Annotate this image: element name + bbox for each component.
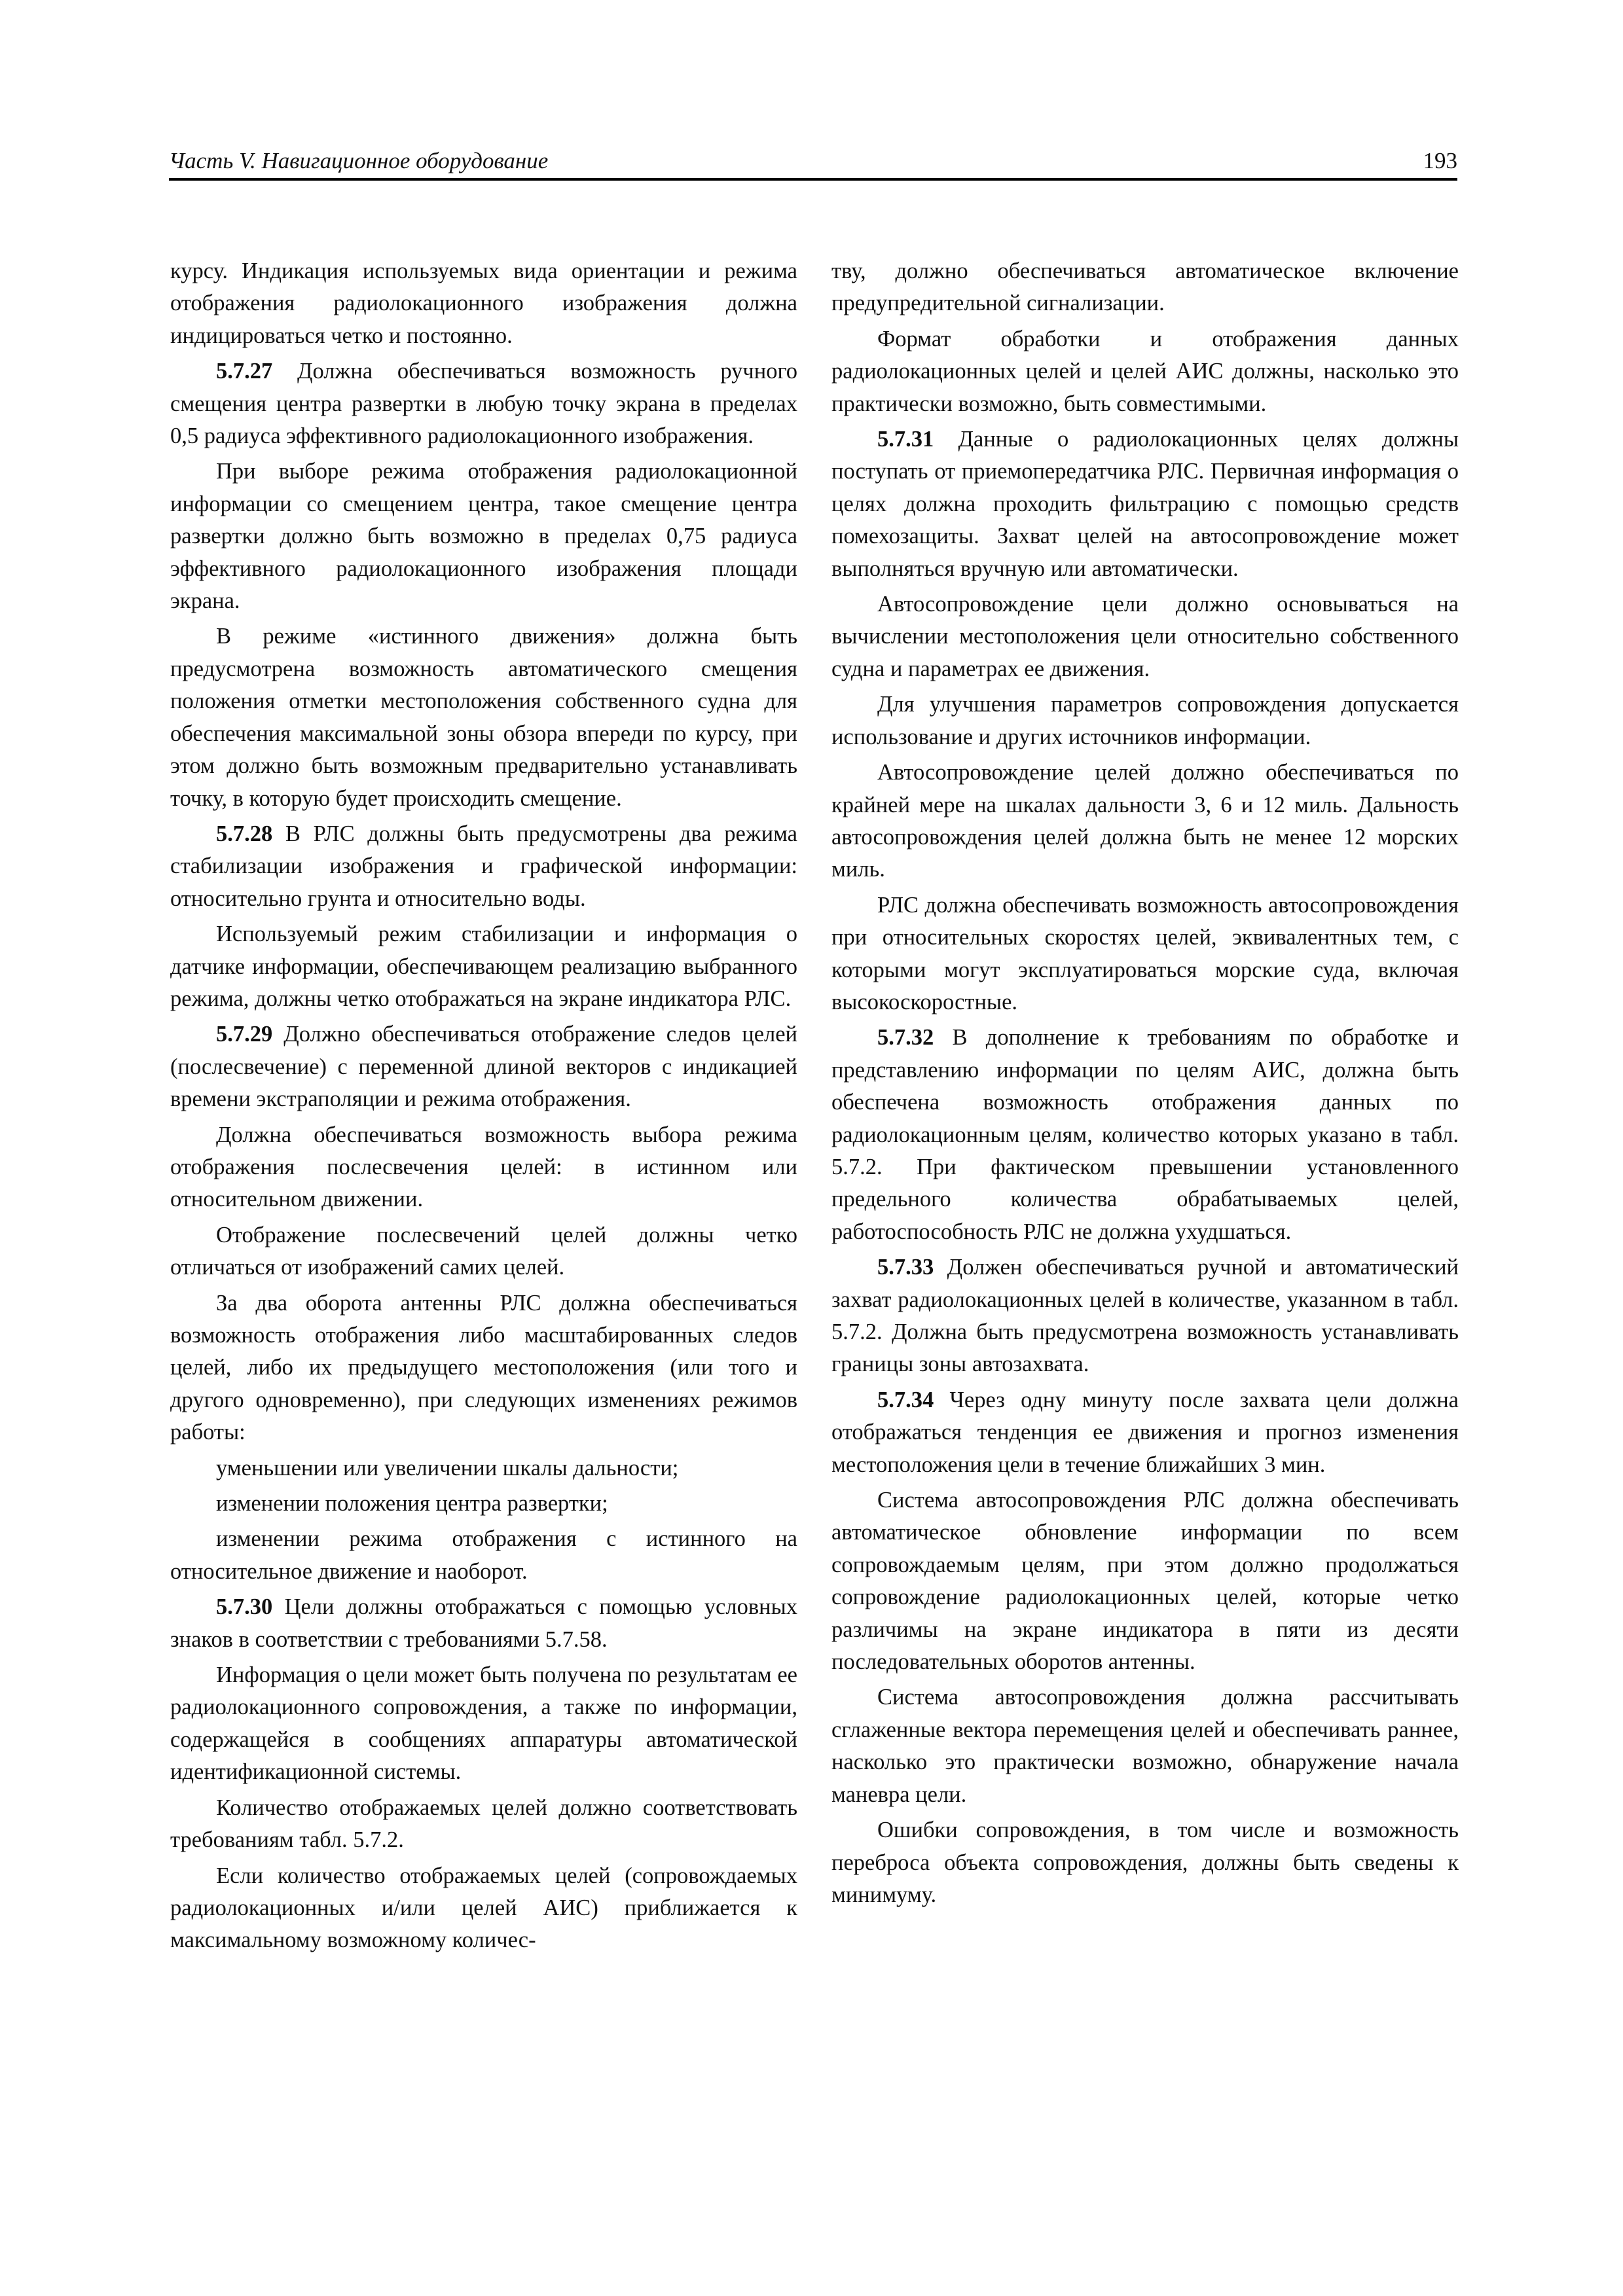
paragraph: Отображение послесвечений целей должны четко отличаться от изображений самих целей. bbox=[170, 1222, 797, 1280]
page-number: 193 bbox=[1423, 148, 1457, 173]
section-number: 5.7.34 bbox=[877, 1387, 934, 1412]
paragraph: За два оборота антенны РЛС должна обеспечиваться возможность отображения либо масштабированных следов целей, либо их предыдущего местоположения (или того и другого одновременно), при следующих изменениях режимов работы: bbox=[170, 1290, 797, 1445]
section-number: 5.7.29 bbox=[216, 1022, 273, 1047]
paragraph: Должна обеспечиваться возможность выбора режима отображения послесвечения целей: в истинном или относительном движении. bbox=[170, 1122, 797, 1212]
section-text: Должна обеспечиваться возможность ручного смещения центра развертки в любую точку экрана в пределах 0,5 радиуса эффективного радиолокационного изображения. bbox=[170, 359, 797, 449]
section-paragraph bbox=[170, 818, 797, 915]
section-paragraph bbox=[170, 1018, 797, 1115]
list-item: уменьшении или увеличении шкалы дальности; bbox=[216, 1455, 679, 1480]
left-column bbox=[170, 255, 797, 2088]
section-text: В РЛС должны быть предусмотрены два режима стабилизации изображения и графической информации: относительно грунта и относительно воды. bbox=[170, 821, 797, 911]
paragraph: Система автосопровождения должна рассчитывать сглаженные вектора перемещения целей и обеспечивать раннее, насколько это практически возможно, обнаружение начала маневра цели. bbox=[831, 1685, 1459, 1807]
paragraph: Формат обработки и отображения данных радиолокационных целей и целей АИС должны, насколько это практически возможно, быть совместимыми. bbox=[831, 326, 1459, 416]
section-paragraph bbox=[831, 423, 1459, 585]
paragraph: курсу. Индикация используемых вида ориентации и режима отображения радиолокационного изображения должна индицироваться четко и постоянно. bbox=[170, 259, 797, 348]
paragraph: Информация о цели может быть получена по результатам ее радиолокационного сопровождения, а также по информации, содержащейся в сообщениях аппаратуры автоматической идентификационной системы. bbox=[170, 1662, 797, 1785]
paragraph: При выборе режима отображения радиолокационной информации со смещением центра, такое смещение центра развертки должно быть возможно в пределах 0,75 радиуса эффективного радиолокационного изображения площади экрана. bbox=[170, 459, 797, 614]
section-text: В дополнение к требованиям по обработке и представлению информации по целям АИС, должна быть обеспечена возможность отображения данных по радиолокационным целям, количество которых указано в табл. 5.7.2. При фактическом превышении установленного предельного количества обрабатываемых целей, работоспособность РЛС не должна ухудшаться. bbox=[831, 1025, 1459, 1244]
section-number: 5.7.31 bbox=[877, 427, 934, 452]
paragraph: Количество отображаемых целей должно соответствовать требованиям табл. 5.7.2. bbox=[170, 1795, 797, 1853]
paragraph: Автосопровождение целей должно обеспечиваться по крайней мере на шкалах дальности 3, 6 и 12 миль. Дальность автосопровождения целей должна быть не менее 12 морских миль. bbox=[831, 760, 1459, 882]
paragraph: РЛС должна обеспечивать возможность автосопровождения при относительных скоростях целей, эквивалентных тем, с которыми могут эксплуатироваться морские суда, включая высокоскоростные. bbox=[831, 892, 1459, 1014]
page-header bbox=[169, 145, 1457, 181]
section-paragraph bbox=[170, 355, 797, 452]
paragraph: Используемый режим стабилизации и информация о датчике информации, обеспечивающем реализацию выбранного режима, должны четко отображаться на экране индикатора РЛС. bbox=[170, 922, 797, 1011]
list-item: изменении режима отображения с истинного на относительное движение и наоборот. bbox=[170, 1526, 797, 1584]
paragraph: тву, должно обеспечиваться автоматическое включение предупредительной сигнализации. bbox=[831, 259, 1459, 316]
section-text: Должен обеспечиваться ручной и автоматический захват радиолокационных целей в количестве, указанном в табл. 5.7.2. Должна быть предусмотрена возможность устанавливать границы зоны автозахвата. bbox=[831, 1255, 1459, 1377]
section-text: Цели должны отображаться с помощью условных знаков в соответствии с требованиями 5.7.58. bbox=[170, 1594, 797, 1652]
section-number: 5.7.32 bbox=[877, 1025, 934, 1050]
paragraph: Автосопровождение цели должно основываться на вычислении местоположения цели относительно собственного судна и параметрах ее движения. bbox=[831, 592, 1459, 681]
paragraph: Ошибки сопровождения, в том числе и возможность переброса объекта сопровождения, должны быть сведены к минимуму. bbox=[831, 1818, 1459, 1907]
paragraph: Для улучшения параметров сопровождения допускается использование и других источников информации. bbox=[831, 692, 1459, 749]
running-title: Часть V. Навигационное оборудование bbox=[169, 148, 549, 173]
section-number: 5.7.30 bbox=[216, 1594, 273, 1620]
section-paragraph bbox=[831, 1251, 1459, 1381]
paragraph: Система автосопровождения РЛС должна обеспечивать автоматическое обновление информации по всем сопровождаемым целям, при этом должно продолжаться сопровождение радиолокационных целей, которые четко различимы на экране индикатора в пяти из десяти последовательных оборотов антенны. bbox=[831, 1488, 1459, 1675]
section-number: 5.7.28 bbox=[216, 821, 273, 846]
section-paragraph bbox=[831, 1384, 1459, 1481]
paragraph: В режиме «истинного движения» должна быть предусмотрена возможность автоматического смещения положения отметки местоположения собственного судна для обеспечения максимальной зоны обзора впереди по курсу, при этом должно быть возможным предварительно устанавливать точку, в которую будет происходить смещение. bbox=[170, 624, 797, 811]
right-column bbox=[831, 255, 1459, 2088]
section-text: Данные о радиолокационных целях должны поступать от приемопередатчика РЛС. Первичная информация о целях должна проходить фильтрацию с помощью средств помехозащиты. Захват целей на автосопровождение может выполняться вручную или автоматически. bbox=[831, 427, 1459, 581]
section-number: 5.7.33 bbox=[877, 1255, 934, 1280]
section-text: Через одну минуту после захвата цели должна отображаться тенденция ее движения и прогноз изменения местоположения цели в течение ближайших 3 мин. bbox=[831, 1387, 1459, 1477]
section-number: 5.7.27 bbox=[216, 359, 273, 384]
section-paragraph bbox=[831, 1022, 1459, 1248]
section-paragraph bbox=[170, 1591, 797, 1656]
section-text: Должно обеспечиваться отображение следов целей (послесвечение) с переменной длиной векторов с индикацией времени экстраполяции и режима отображения. bbox=[170, 1022, 797, 1112]
paragraph: Если количество отображаемых целей (сопровождаемых радиолокационных и/или целей АИС) приближается к максимальному возможному количес- bbox=[170, 1863, 797, 1953]
list-item: изменении положения центра развертки; bbox=[216, 1491, 608, 1516]
